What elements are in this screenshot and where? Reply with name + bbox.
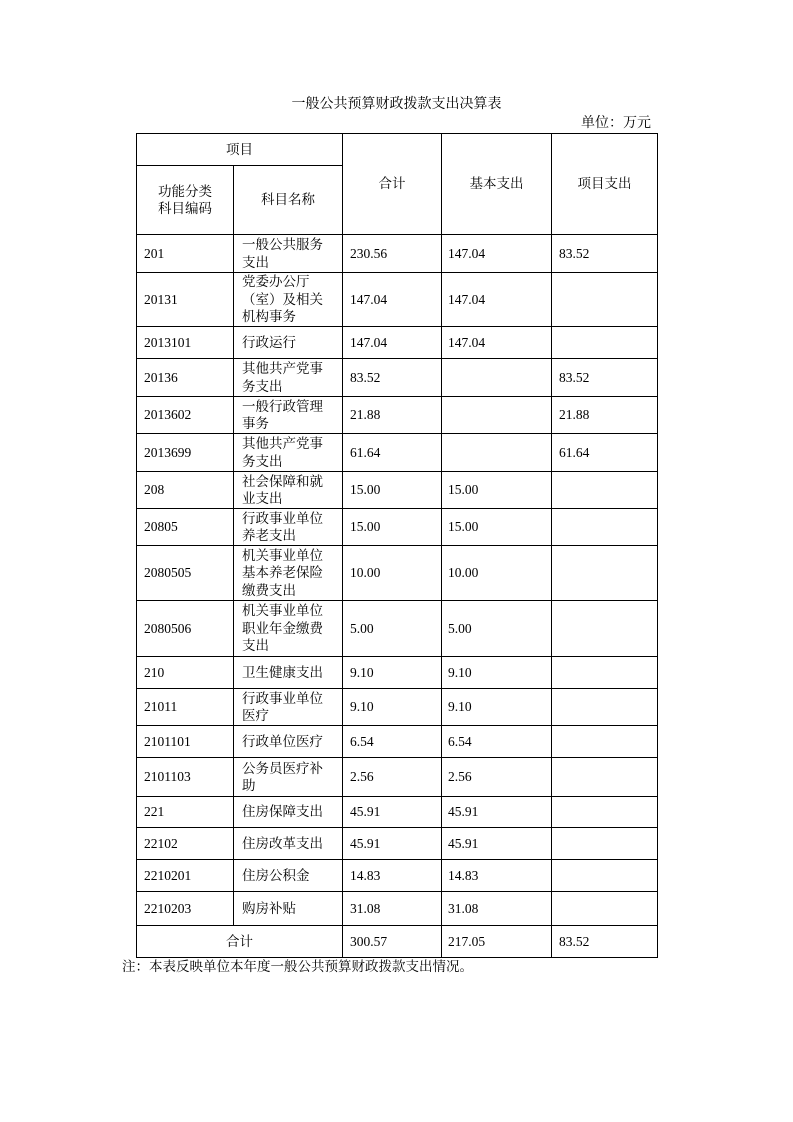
table-row: [137, 601, 658, 657]
cell-code: 2080505: [137, 546, 234, 601]
header-subject-name: 科目名称: [234, 166, 343, 235]
cell-subject-name: [234, 601, 343, 657]
subject-name-text: 其他共产党事务支出: [242, 361, 323, 394]
cell-subject-name: [234, 689, 343, 726]
cell-subject-name: [234, 509, 343, 546]
subject-name-text: 行政运行: [242, 334, 296, 350]
cell-subject-name: [234, 860, 343, 892]
table-row: [137, 327, 658, 359]
cell-subject-name: [234, 657, 343, 689]
cell-total: 6.54: [343, 726, 442, 758]
cell-total: 21.88: [343, 397, 442, 434]
subject-name-text: 住房改革支出: [242, 835, 323, 851]
total-basic: 217.05: [442, 926, 552, 958]
cell-total: 5.00: [343, 601, 442, 657]
cell-basic-expense: 6.54: [442, 726, 552, 758]
cell-basic-expense: 147.04: [442, 235, 552, 273]
unit-label: 单位：万元: [581, 116, 651, 131]
budget-table: [136, 133, 658, 958]
subject-name-text: 一般行政管理事务: [242, 398, 323, 431]
total-project: 83.52: [552, 926, 658, 958]
cell-subject-name: [234, 397, 343, 434]
header-code: [137, 166, 234, 235]
cell-project-expense: 83.52: [552, 359, 658, 397]
cell-total: 45.91: [343, 828, 442, 860]
cell-project-expense: [552, 472, 658, 509]
subject-name-text: 购房补贴: [242, 900, 296, 916]
cell-subject-name: [234, 797, 343, 828]
cell-subject-name: [234, 828, 343, 860]
cell-subject-name: [234, 327, 343, 359]
header-total: 合计: [343, 134, 442, 235]
subject-name-text: 公务员医疗补助: [242, 760, 323, 793]
cell-basic-expense: [442, 434, 552, 472]
table-header: [137, 134, 658, 235]
cell-subject-name: [234, 359, 343, 397]
table-row: [137, 892, 658, 926]
cell-project-expense: 61.64: [552, 434, 658, 472]
cell-basic-expense: 15.00: [442, 509, 552, 546]
table-body: [137, 235, 658, 926]
cell-code: 2210201: [137, 860, 234, 892]
subject-name-text: 行政单位医疗: [242, 733, 323, 749]
subject-name-text: 社会保障和就业支出: [242, 473, 323, 506]
table-row: [137, 689, 658, 726]
cell-basic-expense: [442, 397, 552, 434]
cell-project-expense: [552, 860, 658, 892]
subject-name-text: 机关事业单位基本养老保险缴费支出: [242, 547, 323, 598]
table-row: [137, 657, 658, 689]
table-row: [137, 235, 658, 273]
table-row: [137, 472, 658, 509]
subject-name-text: 住房保障支出: [242, 804, 323, 820]
cell-code: 208: [137, 472, 234, 509]
cell-project-expense: [552, 689, 658, 726]
cell-total: 15.00: [343, 509, 442, 546]
table-row: [137, 828, 658, 860]
cell-project-expense: [552, 327, 658, 359]
cell-total: 14.83: [343, 860, 442, 892]
cell-project-expense: 21.88: [552, 397, 658, 434]
cell-total: 15.00: [343, 472, 442, 509]
subject-name-text: 一般公共服务支出: [242, 237, 323, 270]
cell-basic-expense: 2.56: [442, 758, 552, 797]
subject-name-text: 卫生健康支出: [242, 664, 323, 680]
header-basic-expense: 基本支出: [442, 134, 552, 235]
cell-code: 20131: [137, 273, 234, 327]
cell-subject-name: [234, 235, 343, 273]
table-note: 注：本表反映单位本年度一般公共预算财政拨款支出情况。: [122, 959, 473, 974]
subject-name-text: 行政事业单位医疗: [242, 690, 323, 723]
cell-total: 9.10: [343, 689, 442, 726]
cell-total: 9.10: [343, 657, 442, 689]
cell-total: 147.04: [343, 327, 442, 359]
table-row: [137, 860, 658, 892]
table-row: [137, 434, 658, 472]
subject-name-text: 党委办公厅（室）及相关机构事务: [242, 274, 323, 325]
cell-project-expense: [552, 273, 658, 327]
cell-project-expense: [552, 892, 658, 926]
cell-code: 2101103: [137, 758, 234, 797]
cell-code: 20805: [137, 509, 234, 546]
cell-subject-name: [234, 273, 343, 327]
total-label: 合计: [137, 926, 343, 958]
cell-project-expense: [552, 726, 658, 758]
total-row: [137, 926, 658, 958]
cell-total: 10.00: [343, 546, 442, 601]
cell-code: 2013699: [137, 434, 234, 472]
cell-subject-name: [234, 546, 343, 601]
header-project: 项目: [137, 134, 343, 166]
header-project-expense: 项目支出: [552, 134, 658, 235]
total-sum: 300.57: [343, 926, 442, 958]
cell-project-expense: 83.52: [552, 235, 658, 273]
cell-code: 201: [137, 235, 234, 273]
cell-code: 2101101: [137, 726, 234, 758]
cell-code: 2013101: [137, 327, 234, 359]
cell-total: 31.08: [343, 892, 442, 926]
cell-basic-expense: 14.83: [442, 860, 552, 892]
cell-basic-expense: 9.10: [442, 689, 552, 726]
subject-name-text: 机关事业单位职业年金缴费支出: [242, 603, 323, 654]
table-row: [137, 546, 658, 601]
table-row: [137, 758, 658, 797]
table-row: [137, 726, 658, 758]
cell-basic-expense: [442, 359, 552, 397]
cell-basic-expense: 9.10: [442, 657, 552, 689]
cell-code: 221: [137, 797, 234, 828]
table-row: [137, 397, 658, 434]
cell-subject-name: [234, 472, 343, 509]
subject-name-text: 住房公积金: [242, 867, 310, 883]
cell-subject-name: [234, 726, 343, 758]
cell-project-expense: [552, 546, 658, 601]
cell-project-expense: [552, 657, 658, 689]
cell-basic-expense: 15.00: [442, 472, 552, 509]
cell-subject-name: [234, 892, 343, 926]
cell-project-expense: [552, 601, 658, 657]
table-row: [137, 359, 658, 397]
cell-project-expense: [552, 758, 658, 797]
cell-basic-expense: 10.00: [442, 546, 552, 601]
cell-code: 22102: [137, 828, 234, 860]
cell-code: 2080506: [137, 601, 234, 657]
table-row: [137, 509, 658, 546]
table-row: [137, 797, 658, 828]
cell-code: 2210203: [137, 892, 234, 926]
cell-project-expense: [552, 828, 658, 860]
cell-total: 83.52: [343, 359, 442, 397]
cell-total: 230.56: [343, 235, 442, 273]
cell-subject-name: [234, 434, 343, 472]
cell-code: 21011: [137, 689, 234, 726]
cell-total: 61.64: [343, 434, 442, 472]
header-row-1: [137, 134, 658, 166]
subject-name-text: 其他共产党事务支出: [242, 436, 323, 469]
table-footer: [137, 926, 658, 958]
document-title: 一般公共预算财政拨款支出决算表: [291, 97, 502, 112]
cell-code: 210: [137, 657, 234, 689]
cell-total: 45.91: [343, 797, 442, 828]
cell-project-expense: [552, 509, 658, 546]
cell-total: 2.56: [343, 758, 442, 797]
cell-code: 20136: [137, 359, 234, 397]
cell-basic-expense: 147.04: [442, 273, 552, 327]
cell-project-expense: [552, 797, 658, 828]
cell-basic-expense: 45.91: [442, 828, 552, 860]
cell-subject-name: [234, 758, 343, 797]
cell-total: 147.04: [343, 273, 442, 327]
table-row: [137, 273, 658, 327]
header-code-text: 功能分类科目编码: [157, 183, 212, 216]
cell-basic-expense: 45.91: [442, 797, 552, 828]
subject-name-text: 行政事业单位养老支出: [242, 510, 323, 543]
cell-code: 2013602: [137, 397, 234, 434]
cell-basic-expense: 147.04: [442, 327, 552, 359]
cell-basic-expense: 31.08: [442, 892, 552, 926]
cell-basic-expense: 5.00: [442, 601, 552, 657]
